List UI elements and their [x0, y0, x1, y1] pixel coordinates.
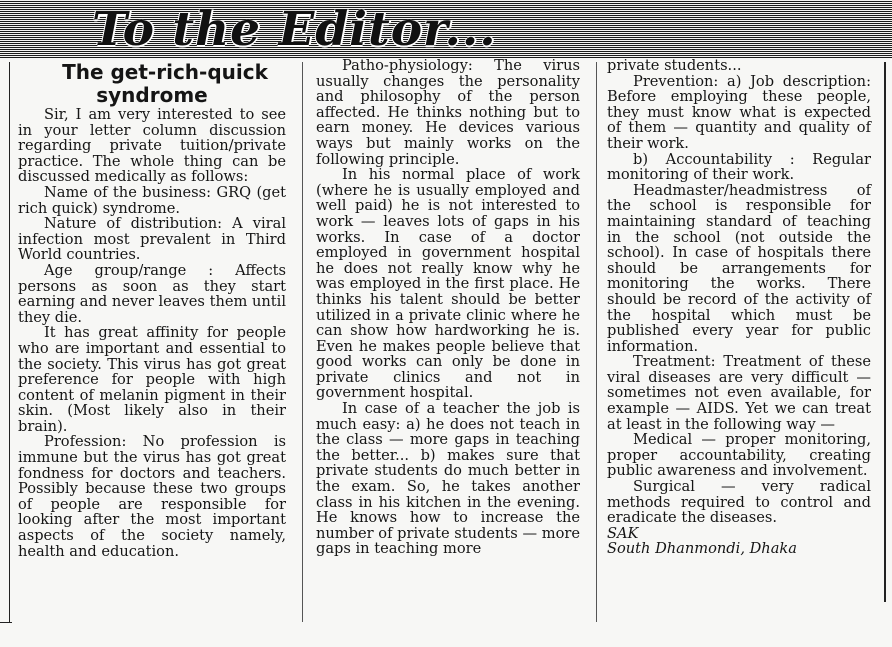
paragraph: It has great affinity for people who are important and essential to the society. This virus has got great preference for people with high content of melanin pigment in their skin. (Most likely also in their brain).: [18, 324, 286, 435]
paragraph: Nature of distribution: A viral infection most prevalent in Third World countries.: [18, 215, 286, 264]
signature-initials: SAK: [607, 524, 639, 542]
paragraph: Surgical — very radical methods required to control and eradicate the diseases.: [607, 478, 871, 527]
signature-location: South Dhanmondi, Dhaka: [607, 540, 797, 558]
column-divider: [596, 62, 597, 622]
letter-column-2: [316, 58, 580, 557]
paragraph: Patho-physiology: The virus usually changes the personality and philosophy of the person affected. He thinks nothing but to earn money. He devices various ways but mainly works on the following principle.: [316, 57, 580, 168]
paragraph: Age group/range : Affects persons as soon as they start earning and never leaves them until they die.: [18, 261, 286, 326]
masthead-banner: [0, 0, 892, 58]
paragraph: In his normal place of work (where he is usually employed and well paid) he is not interested to work — leaves lots of gaps in his works. In case of a doctor employed in government hospital he does not really know why he was employed in the first place. He thinks his talent should be better utilized in a private clinic where he can show how hardworking he is. Even he makes people believe that good works can only be done in private clinics and not in government hospital.: [316, 166, 580, 402]
paragraph: In case of a teacher the job is much easy: a) he does not teach in the class — more gaps in teaching the better... b) makes sure that private students do much better in the exam. So, he takes another class in his kitchen in the evening. He knows how to increase the number of private students — more gaps in teaching more: [316, 400, 580, 558]
paragraph: Prevention: a) Job description: Before employing these people, they must know what is expected of them — quantity and quality of their work.: [607, 72, 871, 152]
paragraph: b) Accountability : Regular monitoring of their work.: [607, 150, 871, 184]
letter-column-1: [18, 61, 286, 559]
right-border-rule: [884, 62, 886, 602]
left-border-rule: [9, 62, 10, 622]
paragraph: Headmaster/headmistress of the school is responsible for maintaining standard of teaching in the school (not outside the school). In case of hospitals there should be arrangements for monitoring the works. There should be record of the activity of the hospital which must be published every year for public information.: [607, 181, 871, 355]
paragraph: Profession: No profession is immune but the virus has got great fondness for doctors and teachers. Possibly because these two groups of people are responsible for looking after the most important aspects of the society namely, health and education.: [18, 433, 286, 560]
paragraph: Sir, I am very interested to see in your letter column discussion regarding private tuition/private practice. The whole thing can be discussed medically as follows:: [18, 106, 286, 186]
section-title: To the Editor...: [92, 2, 497, 57]
paragraph: private students...: [607, 57, 742, 74]
column-divider: [302, 62, 303, 622]
paragraph: Name of the business: GRQ (get rich quick) syndrome.: [18, 183, 286, 217]
letter-column-3: [607, 58, 871, 557]
letter-headline: The get-rich-quick syndrome: [62, 60, 268, 107]
paragraph: Medical — proper monitoring, proper accountability, creating public awareness and involvement.: [607, 431, 871, 480]
bottom-left-rule: [0, 622, 12, 623]
paragraph: Treatment: Treatment of these viral diseases are very difficult — sometimes not even available, for example — AIDS. Yet we can treat at least in the following way —: [607, 353, 871, 433]
